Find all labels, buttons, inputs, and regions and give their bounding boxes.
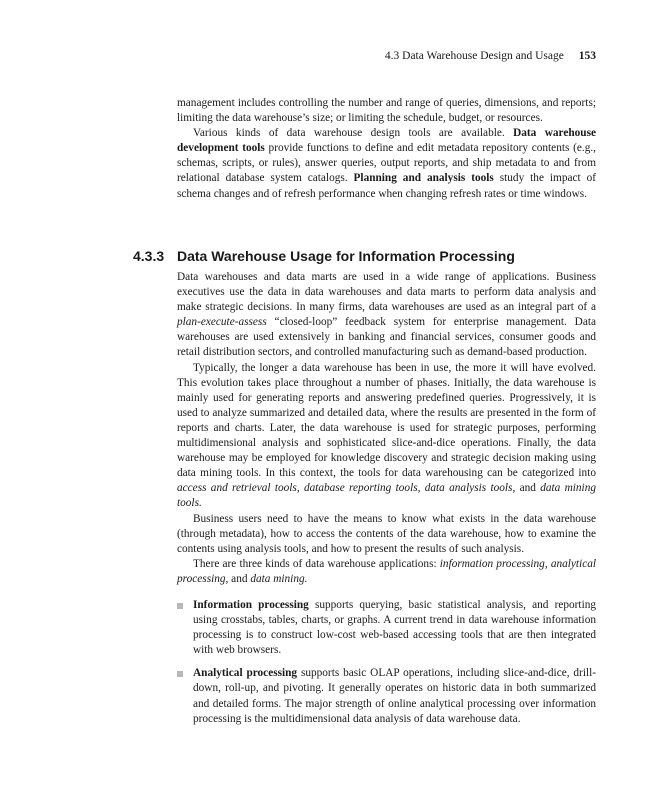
bullet-term: Analytical processing bbox=[193, 667, 298, 680]
intro-paragraph-2 bbox=[177, 126, 596, 201]
intro-block bbox=[177, 96, 596, 202]
intro-p2-post: study the impact of schema changes and of refresh performance when changing refresh rates or time windows. bbox=[177, 172, 596, 200]
page-number: 153 bbox=[578, 50, 596, 62]
intro-p2-pre: Various kinds of data warehouse design tools are available. bbox=[193, 127, 514, 140]
body-p4-and: and bbox=[228, 572, 251, 585]
body-p1-emphasis: plan-execute-assess bbox=[177, 316, 267, 329]
bullet-term: Information processing bbox=[193, 599, 309, 611]
term-planning-analysis-tools: Planning and analysis tools bbox=[353, 172, 494, 185]
body-p1-post: “closed-loop” feedback system for enterprise management. Data warehouses are used extensively in banking and financial services, consumer goods and retail distribution sectors, and controlled manufacturing such as demand-based production. bbox=[177, 316, 596, 359]
body-p2-pre: Typically, the longer a data warehouse has been in use, the more it will have evolved. This evolution takes place throughout a number of phases. Initially, the data warehouse is mainly used for generating reports and answering predefined queries. Progressively, it is used to analyze summarized and detailed data, where the results are presented in the form of reports and charts. Later, the data warehouse is used for strategic purposes, performing multidimensional analysis and sophisticated slice-and-dice operations. Finally, the data warehouse may be employed for knowledge discovery and strategic decision making using data mining tools. In this context, the tools for data warehousing can be categorized into bbox=[177, 361, 596, 480]
running-head bbox=[385, 50, 596, 62]
term-dw-development-tools: Data warehouse development tools bbox=[177, 127, 596, 155]
bullet-text: supports basic OLAP operations, including slice-and-dice, drill-down, roll-up, and pivoting. It generally operates on historic data in both summarized and detailed forms. The major strength of online analytical processing over information processing is the multidimensional data analysis of data warehouse data. bbox=[193, 667, 596, 725]
body-paragraph-1 bbox=[177, 270, 596, 361]
section-heading bbox=[133, 248, 515, 264]
section-title: Data Warehouse Usage for Information Processing bbox=[177, 248, 515, 264]
bullet-list bbox=[177, 598, 596, 735]
running-head-title: 4.3 Data Warehouse Design and Usage bbox=[384, 50, 564, 62]
body-p2-emphasis: access and retrieval tools, database reporting tools, data analysis tools, bbox=[177, 482, 516, 495]
section-body bbox=[177, 270, 596, 587]
body-p2-and: and bbox=[515, 482, 541, 495]
intro-paragraph-1: management includes controlling the number and range of queries, dimensions, and reports; limiting the data warehouse’s size; or limiting the schedule, budget, or resources. bbox=[177, 97, 596, 125]
section-number: 4.3.3 bbox=[133, 248, 165, 264]
list-item bbox=[177, 598, 596, 658]
body-p1-pre: Data warehouses and data marts are used in a wide range of applications. Business executives use the data in data warehouses and data marts to perform data analysis and make strategic decisions. In many firms, data warehouses are used as an integral part of a bbox=[177, 271, 596, 314]
body-p4-pre: There are three kinds of data warehouse applications: bbox=[193, 557, 440, 570]
body-paragraph-3: Business users need to have the means to know what exists in the data warehouse (through metadata), how to access the contents of the data warehouse, how to examine the contents using analysis tools, and how to present the results of such analysis. bbox=[177, 512, 596, 555]
list-item bbox=[177, 666, 596, 726]
square-bullet-icon bbox=[177, 603, 183, 609]
square-bullet-icon bbox=[177, 671, 183, 677]
body-p4-emphasis-1: information processing, analytical processing, bbox=[177, 557, 596, 585]
bullet-text: supports querying, basic statistical analysis, and reporting using crosstabs, tables, charts, or graphs. A current trend in data warehouse information processing is to construct low-cost web-based accessing tools that are then integrated with web browsers. bbox=[193, 599, 597, 657]
intro-p2-mid: provide functions to define and edit metadata repository contents (e.g., schemas, scripts, or rules), answer queries, output reports, and ship metadata to and from relational database system catalogs. bbox=[177, 142, 596, 185]
body-p4-emphasis-2: data mining. bbox=[250, 572, 308, 585]
body-paragraph-2 bbox=[177, 361, 596, 512]
body-paragraph-4 bbox=[177, 557, 596, 587]
body-p2-emphasis-2: data mining tools. bbox=[177, 482, 596, 510]
